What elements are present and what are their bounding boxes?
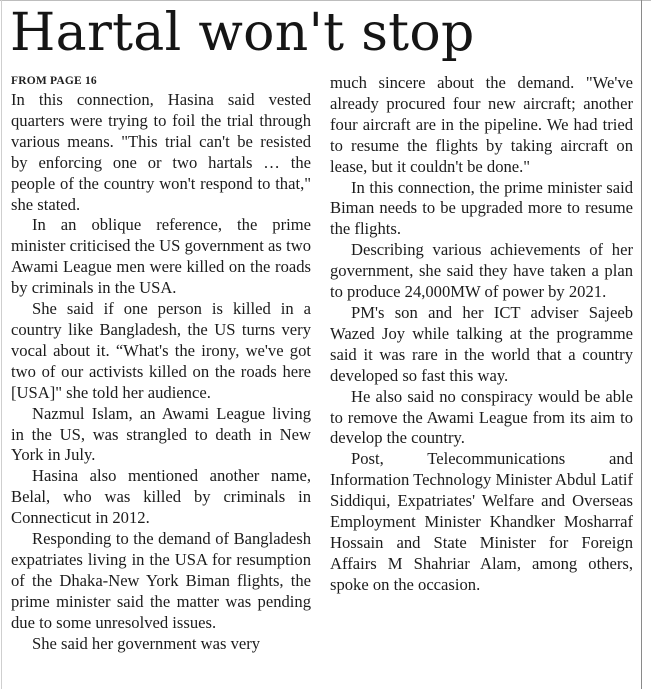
paragraph: Describing various achievements of her government, she said they have taken a plan to produce 24,000MW of power by 2021. (330, 240, 633, 302)
right-column-rule (641, 0, 642, 689)
paragraph: In this connection, Hasina said vested quarters were trying to foil the trial through various means. "This trial can't be resisted by enforcing one or two hartals … the people of the country won't respond to that," she stated. (11, 90, 311, 214)
article-column-left (11, 72, 311, 654)
paragraph: In this connection, the prime minister said Biman needs to be upgraded more to resume the flights. (330, 177, 633, 239)
top-rule (0, 0, 651, 1)
paragraph: Nazmul Islam, an Awami League living in the US, was strangled to death in New York in July. (11, 403, 311, 465)
paragraph: much sincere about the demand. "We've already procured four new aircraft; another four aircraft are in the pipeline. We had tried to resume the flights by taking aircraft on lease, but it couldn't be done." (330, 73, 633, 176)
paragraph: He also said no conspiracy would be able to remove the Awami League from its aim to develop the country. (330, 386, 633, 448)
paragraph: She said her government was very (32, 633, 261, 653)
paragraph: Hasina also mentioned another name, Belal, who was killed by criminals in Connecticut in 2012. (11, 466, 311, 528)
paragraph: She said if one person is killed in a country like Bangladesh, the US turns very vocal about it. “What's the irony, we've got two of our activists killed on the roads here [USA]" she told her audience. (11, 299, 311, 402)
paragraph: Responding to the demand of Bangladesh expatriates living in the USA for resumption of the Dhaka-New York Biman flights, the prime minister said the matter was pending due to some unresolved issues. (11, 529, 311, 632)
paragraph: In an oblique reference, the prime minister criticised the US government as two Awami League men were killed on the roads by criminals in the USA. (11, 215, 311, 298)
paragraph: PM's son and her ICT adviser Sajeeb Wazed Joy while talking at the programme said it was rare in the world that a country developed so fast this way. (330, 302, 633, 385)
headline: Hartal won't stop (10, 3, 475, 63)
continuation-kicker: FROM PAGE 16 (11, 75, 97, 87)
paragraph: Post, Telecommunications and Information Technology Minister Abdul Latif Siddiqui, Expatriates' Welfare and Overseas Employment Minister Khandker Mosharraf Hossain and State Minister for Foreign Affairs M Shahriar Alam, among others, spoke on the occasion. (330, 449, 633, 594)
left-column-rule (1, 0, 2, 689)
article-column-right (330, 73, 633, 596)
